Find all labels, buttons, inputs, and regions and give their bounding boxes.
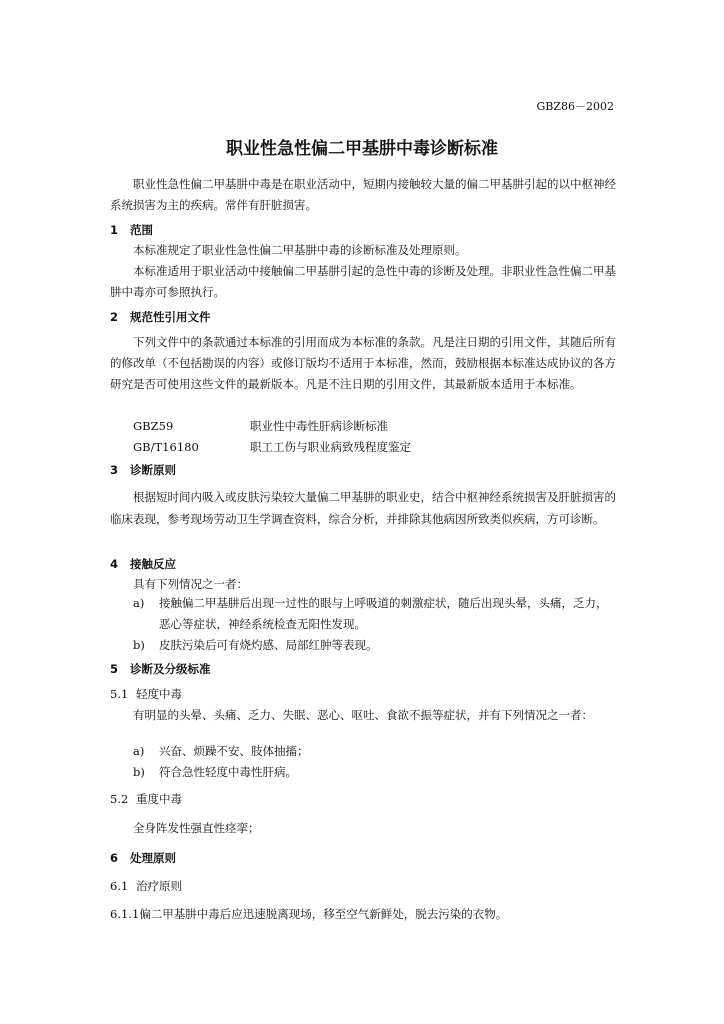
list-marker: a) <box>133 744 145 758</box>
subsection-6-1-title: 治疗原则 <box>136 879 182 893</box>
subsection-6-1-heading <box>110 876 616 897</box>
reference-list <box>110 416 616 458</box>
section-1-title: 范围 <box>130 223 153 237</box>
list-item <box>110 593 616 635</box>
reference-name: 职工工伤与职业病致残程度鉴定 <box>250 440 411 454</box>
section-2-heading <box>110 307 616 328</box>
section-3-title: 诊断原则 <box>130 463 176 477</box>
subsection-5-2-paragraph: 全身阵发性强直性痉挛； <box>133 821 260 835</box>
section-4-title: 接触反应 <box>130 557 176 571</box>
section-1-heading <box>110 220 616 241</box>
section-2-number: 2 <box>110 310 119 324</box>
section-6-heading <box>110 848 616 869</box>
list-item <box>110 762 616 783</box>
list-text: 兴奋、烦躁不安、肢体抽搐； <box>159 744 309 758</box>
section-1-paragraph-2: 本标准适用于职业活动中接触偏二甲基肼引起的急性中毒的诊断及处理。非职业性急性偏二甲基肼中毒亦可参照执行。 <box>110 264 616 299</box>
list-item <box>110 635 616 656</box>
section-1-number: 1 <box>110 223 119 237</box>
reference-item <box>110 437 616 458</box>
section-2-paragraph: 下列文件中的条款通过本标准的引用而成为本标准的条款。凡是注日期的引用文件，其随后所有的修改单（不包括勘误的内容）或修订版均不适用于本标准，然而，鼓励根据本标准达成协议的各方研究是否可使用这些文件的最新版本。凡是不注日期的引用文件，其最新版本适用于本标准。 <box>110 335 616 391</box>
list-marker: b) <box>133 638 145 652</box>
list-item <box>110 741 616 762</box>
subsection-5-1-list <box>110 741 616 783</box>
standard-code: GBZ86－2002 <box>536 100 614 113</box>
section-1-paragraph-1: 本标准规定了职业性急性偏二甲基肼中毒的诊断标准及处理原则。 <box>133 243 467 257</box>
subsection-5-1-title: 轻度中毒 <box>136 687 182 701</box>
subsection-5-2-heading <box>110 789 616 810</box>
subsection-5-2-number: 5.2 <box>110 792 129 806</box>
reference-code: GBZ59 <box>133 419 174 433</box>
subsection-6-1-1-text: 偏二甲基肼中毒后应迅速脱离现场，移至空气新鲜处，脱去污染的衣物。 <box>139 907 508 921</box>
subsection-6-1-1 <box>110 904 616 925</box>
section-5-number: 5 <box>110 662 119 676</box>
section-4-list <box>110 593 616 656</box>
intro-paragraph: 职业性急性偏二甲基肼中毒是在职业活动中，短期内接触较大量的偏二甲基肼引起的以中枢神经系统损害为主的疾病。常伴有肝脏损害。 <box>110 177 616 212</box>
section-3-number: 3 <box>110 463 119 477</box>
list-text: 符合急性轻度中毒性肝病。 <box>159 765 297 779</box>
section-6-title: 处理原则 <box>130 851 176 865</box>
section-2-title: 规范性引用文件 <box>130 310 211 324</box>
section-5-heading <box>110 659 616 680</box>
subsection-5-1-number: 5.1 <box>110 687 129 701</box>
section-4-heading <box>110 554 616 575</box>
subsection-6-1-1-number: 6.1.1 <box>110 907 140 921</box>
list-text: 皮肤污染后可有烧灼感、局部红肿等表现。 <box>159 638 378 652</box>
subsection-5-2-title: 重度中毒 <box>136 792 182 806</box>
subsection-5-1-paragraph: 有明显的头晕、头痛、乏力、失眠、恶心、呕吐、食欲不振等症状，并有下列情况之一者： <box>133 708 593 722</box>
subsection-5-1-heading <box>110 684 616 705</box>
document-title: 职业性急性偏二甲基肼中毒诊断标准 <box>226 139 498 159</box>
reference-item <box>110 416 616 437</box>
section-3-heading <box>110 460 616 481</box>
section-5-title: 诊断及分级标准 <box>130 662 211 676</box>
reference-code: GB/T16180 <box>133 440 199 454</box>
section-3-paragraph: 根据短时间内吸入或皮肤污染较大量偏二甲基肼的职业史，结合中枢神经系统损害及肝脏损害的临床表现，参考现场劳动卫生学调查资料，综合分析，并排除其他病因所致类似疾病，方可诊断。 <box>110 490 616 526</box>
section-4-number: 4 <box>110 557 119 571</box>
subsection-6-1-number: 6.1 <box>110 879 129 893</box>
section-6-number: 6 <box>110 851 119 865</box>
section-4-lead: 具有下列情况之一者： <box>133 577 248 591</box>
list-marker: b) <box>133 765 145 779</box>
reference-name: 职业性中毒性肝病诊断标准 <box>250 419 388 433</box>
list-marker: a) <box>133 596 145 610</box>
list-text: 接触偏二甲基肼后出现一过性的眼与上呼吸道的刺激症状，随后出现头晕，头痛，乏力，恶心等症状，神经系统检查无阳性发现。 <box>159 596 608 631</box>
